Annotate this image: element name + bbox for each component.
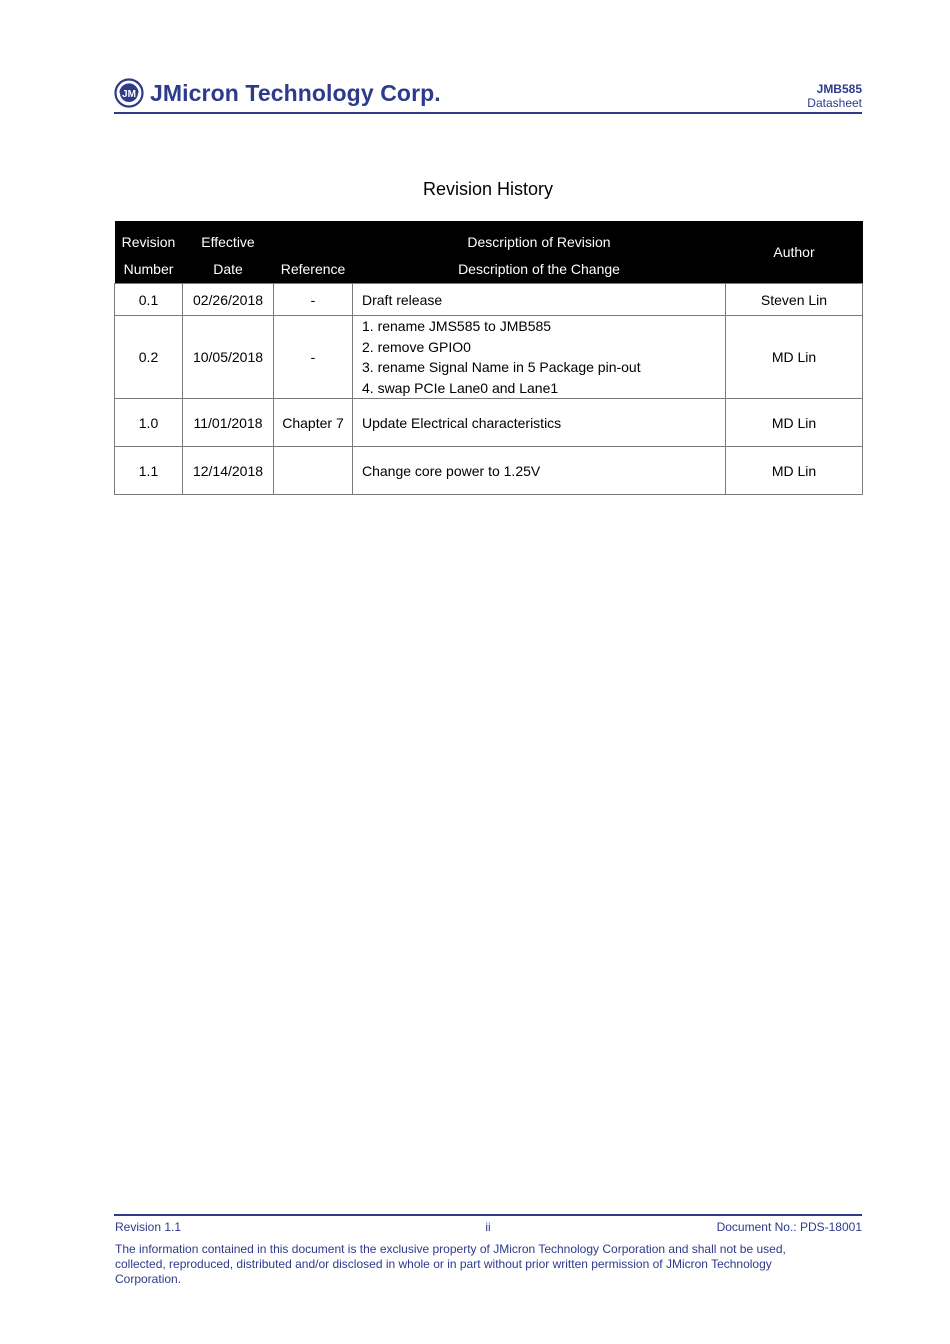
page-title: Revision History: [422, 179, 554, 199]
cell-date: 11/01/2018: [183, 399, 274, 447]
desc-line: 1. rename JMS585 to JMB585: [362, 318, 552, 334]
cell-ref: -: [274, 284, 353, 316]
cell-rev: 0.1: [115, 284, 183, 316]
cell-desc: Update Electrical characteristics: [353, 399, 726, 447]
table-row: [115, 284, 863, 316]
col-author: Author: [726, 221, 863, 284]
col-reference-top: [274, 221, 353, 254]
footer-revision: Revision 1.1: [115, 1220, 182, 1234]
col-date-bottom: Date: [183, 254, 274, 284]
header-divider: [114, 112, 862, 114]
table-row: [115, 447, 863, 495]
footer-doc-number: Document No.: PDS-18001: [716, 1220, 862, 1234]
cell-rev: 1.1: [115, 447, 183, 495]
col-date-top: Effective: [183, 221, 274, 254]
footer-info: [114, 1216, 862, 1236]
cell-author: MD Lin: [726, 316, 863, 399]
page-footer: [114, 1214, 862, 1287]
table-header-row-1: [115, 221, 863, 254]
company-name: JMicron Technology Corp.: [150, 80, 441, 106]
page-header: [114, 76, 862, 114]
cell-rev: 0.2: [115, 316, 183, 399]
cell-date: 12/14/2018: [183, 447, 274, 495]
col-revision-bottom: Number: [115, 254, 183, 284]
desc-line: 4. swap PCIe Lane0 and Lane1: [362, 379, 559, 396]
cell-date: 10/05/2018: [183, 316, 274, 399]
table-row: [115, 399, 863, 447]
jmicron-logo-icon: [114, 78, 144, 108]
table-row: [115, 316, 863, 399]
logo-letters: JM: [122, 89, 136, 100]
doc-type: Datasheet: [807, 96, 862, 110]
cell-author: Steven Lin: [726, 284, 863, 316]
cell-desc: [353, 316, 726, 399]
cell-ref: Chapter 7: [274, 399, 353, 447]
cell-date: 02/26/2018: [183, 284, 274, 316]
cell-author: MD Lin: [726, 447, 863, 495]
col-revision-top: Revision: [115, 221, 183, 254]
revision-table: [114, 221, 863, 495]
desc-line: 3. rename Signal Name in 5 Package pin-out: [362, 359, 641, 375]
confidentiality-notice: The information contained in this document is the exclusive property of JMicron Technology Corporation and shall not be used, collected, reproduced, distributed and/or disclosed in whole or in part without prior written permission of JMicron Technology Corporation.: [115, 1242, 786, 1286]
cell-desc: Draft release: [353, 284, 726, 316]
footer-page-number: ii: [485, 1220, 491, 1234]
cell-desc: Change core power to 1.25V: [353, 447, 726, 495]
product-name: JMB585: [816, 82, 862, 96]
col-reference: Reference: [274, 254, 353, 284]
cell-author: MD Lin: [726, 399, 863, 447]
col-desc-top: Description of Revision: [353, 221, 726, 254]
col-desc-bottom: Description of the Change: [353, 254, 726, 284]
cell-ref: -: [274, 316, 353, 399]
cell-rev: 1.0: [115, 399, 183, 447]
header-meta: [807, 82, 862, 110]
cell-ref: [274, 447, 353, 495]
desc-line: 2. remove GPIO0: [362, 338, 471, 355]
company-logo: [114, 78, 441, 108]
